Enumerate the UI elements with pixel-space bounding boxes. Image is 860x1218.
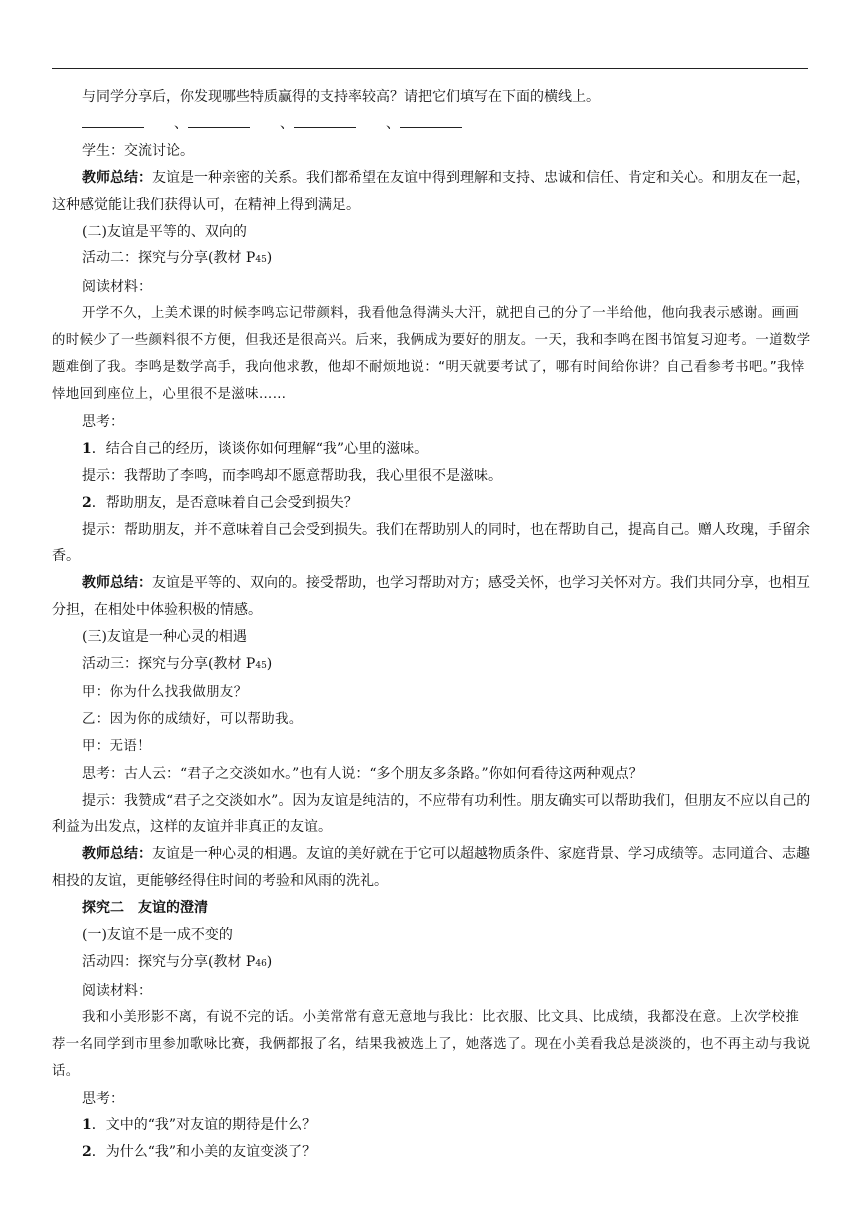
blank-separator: 、 [280,115,294,132]
summary-text: 友谊是平等的、双向的。接受帮助，也学习帮助对方；感受关怀，也学习关怀对方。我们共同分享，也相互分担，在相处中体验积极的情感。 [52,575,810,619]
hint-1: 提示：我帮助了李鸣，而李鸣却不愿意帮助我，我心里很不是滋味。 [82,467,502,484]
reading-label-2: 阅读材料： [82,982,152,999]
student-discussion: 学生：交流讨论。 [82,142,194,159]
question-number: 1 [82,1117,92,1134]
teacher-summary-3 [52,841,812,895]
question-number: 1 [82,440,92,457]
blank-line-2[interactable] [188,113,250,128]
question-text: ．为什么“我”和小美的友谊变淡了？ [91,1144,317,1161]
blank-separator: 、 [386,115,400,132]
section-heading-2: (二)友谊是平等的、双向的 [82,223,247,240]
document-body [52,84,812,1166]
blank-line-1[interactable] [82,113,144,128]
dialogue-line-3: 甲：无语！ [82,738,151,754]
blank-line-4[interactable] [400,113,462,128]
header-rule [52,68,808,69]
summary-text: 友谊是一种亲密的关系。我们都希望在友谊中得到理解和支持、忠诚和信任、肯定和关心。和朋友在一起，这种感觉能让我们获得认可，在精神上得到满足。 [52,169,810,213]
section-heading-4: (一)友谊不是一成不变的 [82,927,233,944]
page-ref-subscript: 45 [255,255,267,266]
section-heading-3: (三)友谊是一种心灵的相遇 [82,629,247,646]
activity-2 [52,245,812,274]
question-text: ．结合自己的经历，谈谈你如何理解“我”心里的滋味。 [91,440,429,457]
think-label: 思考： [82,413,124,430]
summary-label: 教师总结： [82,575,152,592]
dialogue-line-2: 乙：因为你的成绩好，可以帮助我。 [82,711,303,727]
activity-4 [52,949,812,978]
explore-heading [52,895,812,922]
question-number: 2 [82,494,92,511]
explore-title: 探究二 友谊的澄清 [82,900,208,917]
teacher-summary-1 [52,165,812,219]
question-5 [52,1139,812,1166]
hint-2: 提示：帮助朋友，并不意味着自己会受到损失。我们在帮助别人的同时，也在帮助自己，提高自己。赠人玫瑰，手留余香。 [52,521,810,565]
think-label-2: 思考： [82,1090,124,1107]
teacher-summary-2 [52,570,812,624]
blank-separator: 、 [174,115,188,132]
summary-label: 教师总结： [82,169,152,186]
think-question-3: 思考：古人云：“君子之交淡如水。”也有人说：“多个朋友多条路。”你如何看待这两种观点？ [82,765,643,782]
question-number: 2 [82,1144,92,1161]
activity-title: 活动三：探究与分享(教材 P [82,656,256,673]
question-text: ．文中的“我”对友谊的期待是什么？ [91,1117,317,1134]
dialogue-line-1: 甲：你为什么找我做朋友？ [82,684,248,700]
reading-label: 阅读材料： [82,279,152,296]
blank-line-3[interactable] [294,113,356,128]
activity-title: 活动二：探究与分享(教材 P [82,250,256,267]
summary-label: 教师总结： [82,846,152,863]
hint-3: 提示：我赞成“君子之交淡如水”。因为友谊是纯洁的，不应带有功利性。朋友确实可以帮助我们，但朋友不应以自己的利益为出发点，这样的友谊并非真正的友谊。 [52,792,811,836]
fill-in-blanks [52,111,812,138]
page-ref-subscript: 46 [255,959,267,969]
question-1 [52,436,812,463]
activity-paren: ) [266,656,273,673]
question-2 [52,490,812,517]
reading-material-2: 我和小美形影不离，有说不完的话。小美常常有意无意地与我比：比衣服、比文具、比成绩，我都没在意。上次学校推荐一名同学到市里参加歌咏比赛，我俩都报了名，结果我被选上了，她落选了。现在小美看我总是淡淡的，也不再主动与我说话。 [52,1009,811,1079]
question-4 [52,1112,812,1139]
activity-paren: ) [266,250,273,267]
reading-material-1: 开学不久，上美术课的时候李鸣忘记带颜料，我看他急得满头大汗，就把自己的分了一半给他，他向我表示感谢。画画的时候少了一些颜料很不方便，但我还是很高兴。后来，我俩成为要好的朋友。一天，我和李鸣在图书馆复习迎考。一道数学题难倒了我。李鸣是数学高手，我向他求教，他却不耐烦地说：“明天就要考试了，哪有时间给你讲？自己看参考书吧。”我悻悻地回到座位上，心里很不是滋味…… [52,306,811,402]
page-ref-subscript: 45 [255,661,267,672]
paragraph-share: 与同学分享后，你发现哪些特质赢得的支持率较高？请把它们填写在下面的横线上。 [82,89,600,105]
summary-text: 友谊是一种心灵的相遇。友谊的美好就在于它可以超越物质条件、家庭背景、学习成绩等。志同道合、志趣相投的友谊，更能够经得住时间的考验和风雨的洗礼。 [52,846,810,890]
activity-title: 活动四：探究与分享(教材 P [82,954,256,970]
activity-paren: ) [266,954,273,970]
question-text: ．帮助朋友，是否意味着自己会受到损失？ [91,494,358,511]
activity-3 [52,651,812,680]
